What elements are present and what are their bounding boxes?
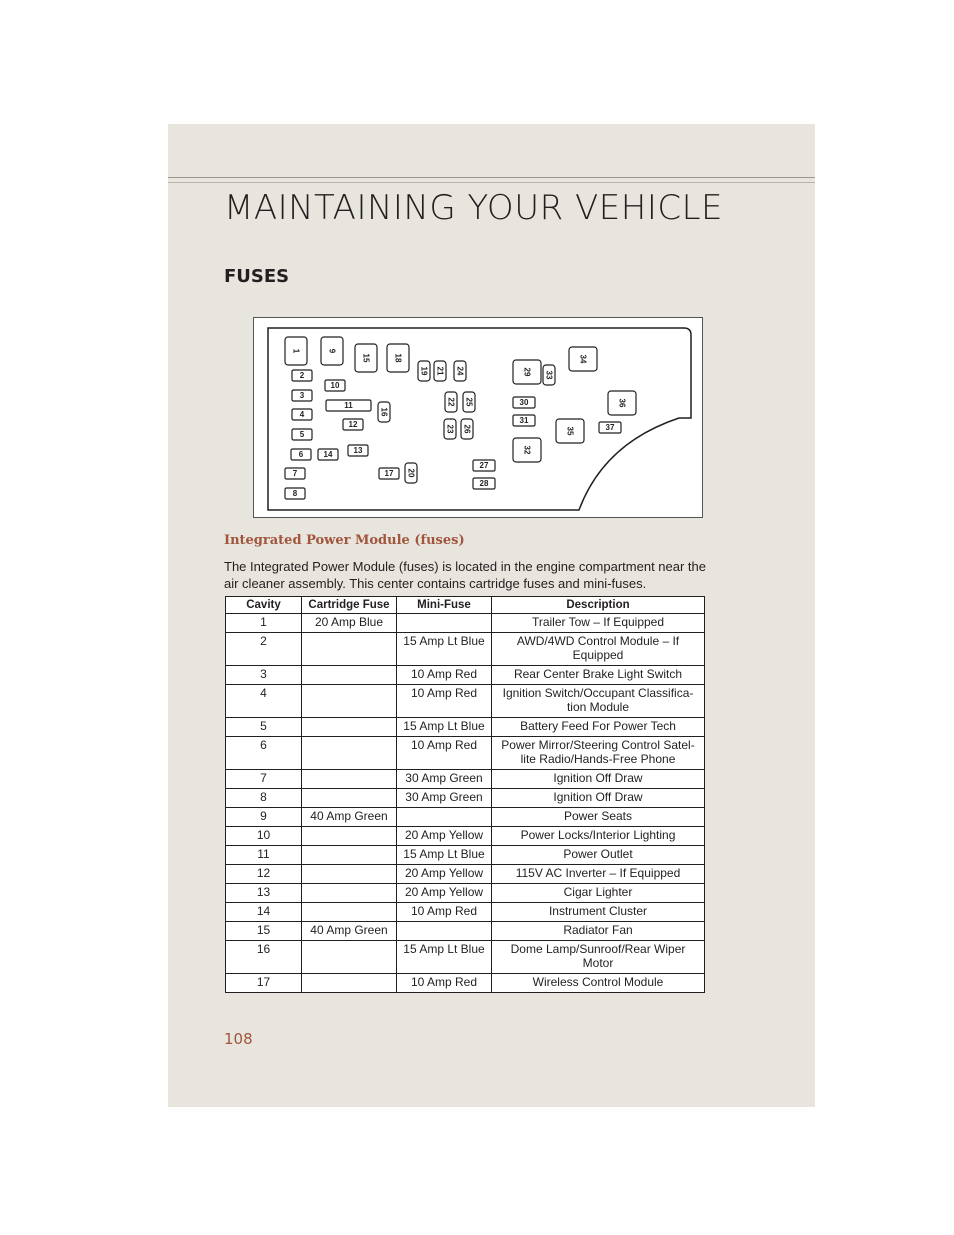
cell-cartridge-fuse — [302, 865, 397, 884]
column-header-mini-fuse: Mini-Fuse — [397, 597, 492, 614]
cell-description: Cigar Lighter — [492, 884, 705, 903]
cell-mini-fuse: 30 Amp Green — [397, 770, 492, 789]
cell-cavity: 4 — [226, 685, 302, 718]
table-row — [226, 685, 705, 718]
cell-cavity: 7 — [226, 770, 302, 789]
cell-cartridge-fuse — [302, 974, 397, 993]
fuse-cavity-label: 8 — [292, 489, 298, 498]
fuse-cavity — [325, 380, 345, 391]
cell-mini-fuse: 10 Amp Red — [397, 737, 492, 770]
fuse-cavity — [608, 391, 636, 415]
cell-mini-fuse — [397, 808, 492, 827]
section-title: FUSES — [224, 266, 290, 287]
fuse-cavity — [569, 347, 597, 371]
cell-cavity: 8 — [226, 789, 302, 808]
fuse-cavity — [318, 449, 338, 460]
subsection-title: Integrated Power Module (fuses) — [224, 533, 465, 548]
fuse-cavity — [473, 460, 495, 471]
fuse-table — [225, 596, 705, 993]
fuse-cavity — [355, 344, 377, 372]
cell-description: Power Locks/Interior Lighting — [492, 827, 705, 846]
table-row — [226, 865, 705, 884]
cell-cartridge-fuse: 40 Amp Green — [302, 808, 397, 827]
page-number: 108 — [224, 1030, 253, 1048]
fuse-cavity-label: 7 — [292, 469, 298, 478]
cell-cartridge-fuse — [302, 903, 397, 922]
fuse-cavity-label: 36 — [617, 398, 627, 408]
fuse-cavity-label: 35 — [565, 426, 575, 436]
cell-cavity: 1 — [226, 614, 302, 633]
fuse-cavity-label: 26 — [462, 424, 472, 434]
fuse-cavity-label: 18 — [393, 353, 403, 363]
cell-cavity: 6 — [226, 737, 302, 770]
cell-cavity: 14 — [226, 903, 302, 922]
fuse-cavity — [348, 445, 368, 456]
fuse-cavity-label: 27 — [479, 461, 489, 470]
fuse-cavity-label: 19 — [419, 366, 429, 376]
fuse-cavity-label: 11 — [344, 401, 353, 410]
fuse-cavity — [343, 419, 363, 430]
table-row — [226, 666, 705, 685]
fuse-cavity — [463, 392, 475, 412]
fuse-cavity-label: 23 — [445, 424, 455, 434]
fuse-cavity — [379, 468, 399, 479]
fuse-cavity-label: 3 — [299, 391, 305, 400]
cell-cavity: 9 — [226, 808, 302, 827]
fuse-cavity — [599, 422, 621, 433]
cell-description: Power Mirror/Steering Control Satel-lite Radio/Hands-Free Phone — [492, 737, 705, 770]
cell-cartridge-fuse — [302, 827, 397, 846]
cell-cartridge-fuse — [302, 685, 397, 718]
cell-cartridge-fuse — [302, 789, 397, 808]
table-row — [226, 808, 705, 827]
fuse-cavity — [285, 488, 305, 499]
column-header-cartridge-fuse: Cartridge Fuse — [302, 597, 397, 614]
cell-mini-fuse: 15 Amp Lt Blue — [397, 718, 492, 737]
table-row — [226, 846, 705, 865]
fuse-cavity — [454, 361, 466, 381]
table-header-row — [226, 597, 705, 614]
cell-cavity: 15 — [226, 922, 302, 941]
fuse-cavity-label: 24 — [455, 366, 465, 376]
fuse-cavity-label: 17 — [384, 469, 394, 478]
table-row — [226, 633, 705, 666]
fuse-cavity — [292, 370, 312, 381]
fuse-cavity-label: 2 — [299, 371, 305, 380]
fuse-cavity — [292, 409, 312, 420]
cell-cavity: 3 — [226, 666, 302, 685]
fuse-cavity — [556, 419, 584, 443]
fuse-cavity — [292, 390, 312, 401]
cell-mini-fuse: 20 Amp Yellow — [397, 884, 492, 903]
fuse-cavity-label: 25 — [464, 397, 474, 407]
cell-description: Ignition Off Draw — [492, 770, 705, 789]
cell-cavity: 16 — [226, 941, 302, 974]
cell-mini-fuse: 10 Amp Red — [397, 903, 492, 922]
cell-cavity: 11 — [226, 846, 302, 865]
fuse-cavity — [513, 397, 535, 408]
fuse-cavity-label: 31 — [519, 416, 529, 425]
fuse-cavity-label: 12 — [348, 420, 358, 429]
cell-description: Ignition Switch/Occupant Classifica-tion Module — [492, 685, 705, 718]
table-body — [226, 614, 705, 993]
fuse-cavity-label: 22 — [446, 397, 456, 407]
fuse-cavity — [292, 429, 312, 440]
fuse-cavity-label: 5 — [299, 430, 305, 439]
cell-cartridge-fuse: 40 Amp Green — [302, 922, 397, 941]
table-row — [226, 718, 705, 737]
chapter-title: MAINTAINING YOUR VEHICLE — [224, 188, 724, 228]
cell-cavity: 12 — [226, 865, 302, 884]
table-row — [226, 922, 705, 941]
fuse-cavity-label: 32 — [522, 445, 532, 455]
fuse-cavity-label: 14 — [323, 450, 333, 459]
table-row — [226, 941, 705, 974]
fuse-cavity — [445, 392, 457, 412]
cell-cartridge-fuse — [302, 846, 397, 865]
cell-mini-fuse: 30 Amp Green — [397, 789, 492, 808]
cell-mini-fuse: 15 Amp Lt Blue — [397, 846, 492, 865]
table-row — [226, 770, 705, 789]
fuse-cavity-label: 29 — [522, 367, 532, 377]
fuse-cavity — [473, 478, 495, 489]
cell-mini-fuse: 10 Amp Red — [397, 666, 492, 685]
cell-mini-fuse — [397, 922, 492, 941]
fuse-cavity-label: 10 — [330, 381, 340, 390]
fuse-cavity — [285, 337, 307, 365]
table-row — [226, 789, 705, 808]
fuse-diagram — [253, 317, 703, 518]
cell-cartridge-fuse — [302, 941, 397, 974]
cell-cartridge-fuse — [302, 770, 397, 789]
cell-cavity: 5 — [226, 718, 302, 737]
fuse-cavity-label: 34 — [578, 354, 588, 364]
fuse-cavity — [285, 468, 305, 479]
cell-description: Instrument Cluster — [492, 903, 705, 922]
column-header-description: Description — [492, 597, 705, 614]
column-header-cavity: Cavity — [226, 597, 302, 614]
table-row — [226, 827, 705, 846]
cell-mini-fuse — [397, 614, 492, 633]
cell-mini-fuse: 10 Amp Red — [397, 685, 492, 718]
fuse-cavity-label: 28 — [479, 479, 489, 488]
cell-cavity: 10 — [226, 827, 302, 846]
body-paragraph: The Integrated Power Module (fuses) is located in the engine compartment near the air cleaner assembly. This center contains cartridge fuses and mini-fuses. — [224, 559, 706, 591]
fuse-cavity-label: 4 — [299, 410, 305, 419]
header-rule-secondary — [168, 182, 815, 183]
cell-mini-fuse: 10 Amp Red — [397, 974, 492, 993]
cell-mini-fuse: 20 Amp Yellow — [397, 865, 492, 884]
cell-description: AWD/4WD Control Module – If Equipped — [492, 633, 705, 666]
fuse-cavity-label: 20 — [406, 468, 416, 478]
fuse-cavity — [461, 419, 473, 439]
fuse-cavity — [513, 360, 541, 384]
cell-cartridge-fuse — [302, 633, 397, 666]
fuse-cavity — [418, 361, 430, 381]
cell-description: Rear Center Brake Light Switch — [492, 666, 705, 685]
fuse-cavity-label: 37 — [605, 423, 615, 432]
table-row — [226, 614, 705, 633]
cell-cartridge-fuse — [302, 884, 397, 903]
cell-cavity: 17 — [226, 974, 302, 993]
fuse-cavity-label: 6 — [298, 450, 304, 459]
fuse-cavity — [513, 415, 535, 426]
cell-mini-fuse: 15 Amp Lt Blue — [397, 941, 492, 974]
table-row — [226, 903, 705, 922]
fuse-cavity-label: 16 — [379, 407, 389, 417]
cell-description: Battery Feed For Power Tech — [492, 718, 705, 737]
fuse-cavity-label: 30 — [519, 398, 529, 407]
cell-description: Trailer Tow – If Equipped — [492, 614, 705, 633]
fuse-cavity-label: 9 — [327, 348, 337, 354]
cell-description: Radiator Fan — [492, 922, 705, 941]
table-row — [226, 974, 705, 993]
fuse-cavity-label: 1 — [291, 348, 301, 354]
fuse-cavity — [543, 365, 555, 385]
cell-description: Power Outlet — [492, 846, 705, 865]
cell-mini-fuse: 20 Amp Yellow — [397, 827, 492, 846]
fuse-cavity — [513, 438, 541, 462]
fuse-cavity-label: 15 — [361, 353, 371, 363]
fuse-cavity — [321, 337, 343, 365]
fuse-cavity-label: 21 — [435, 366, 445, 376]
table-row — [226, 884, 705, 903]
cell-description: Ignition Off Draw — [492, 789, 705, 808]
cell-description: Dome Lamp/Sunroof/Rear Wiper Motor — [492, 941, 705, 974]
fuse-cavity — [405, 463, 417, 483]
fuse-cavity-label: 13 — [353, 446, 363, 455]
cell-cartridge-fuse — [302, 737, 397, 770]
cell-cartridge-fuse — [302, 718, 397, 737]
fuse-cavity — [387, 344, 409, 372]
fuse-cavity — [291, 449, 311, 460]
header-rule — [168, 177, 815, 178]
cell-description: Power Seats — [492, 808, 705, 827]
fuse-cavity-label: 33 — [544, 370, 554, 380]
fuse-layout-svg — [254, 318, 704, 519]
cell-cartridge-fuse — [302, 666, 397, 685]
cell-description: 115V AC Inverter – If Equipped — [492, 865, 705, 884]
fuse-cavity — [378, 402, 390, 422]
fuse-cavity — [434, 361, 446, 381]
table-row — [226, 737, 705, 770]
cell-mini-fuse: 15 Amp Lt Blue — [397, 633, 492, 666]
cell-cavity: 2 — [226, 633, 302, 666]
fuse-cavity — [326, 400, 371, 411]
cell-description: Wireless Control Module — [492, 974, 705, 993]
fuse-cavity — [444, 419, 456, 439]
cell-cartridge-fuse: 20 Amp Blue — [302, 614, 397, 633]
cell-cavity: 13 — [226, 884, 302, 903]
